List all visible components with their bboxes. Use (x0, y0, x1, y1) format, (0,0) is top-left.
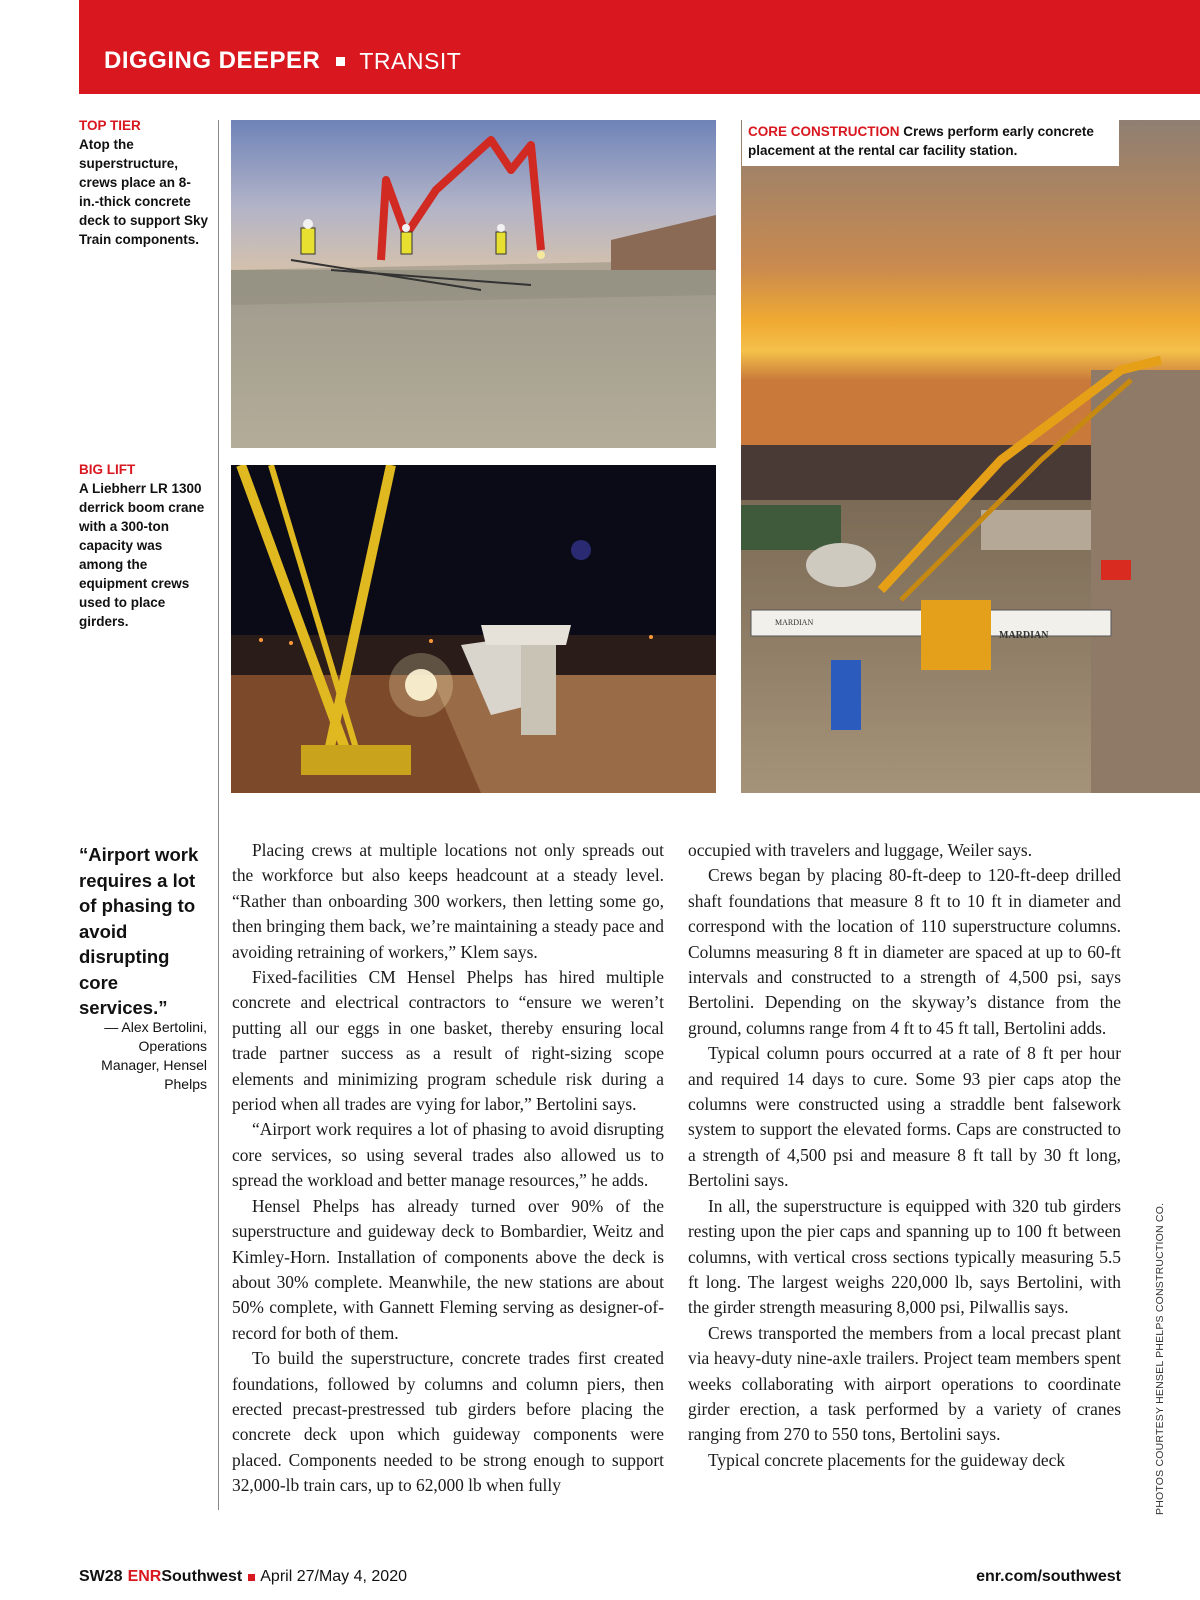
sidebar-divider (218, 120, 219, 1510)
paragraph: Placing crews at multiple locations not only spreads out the workforce but also keeps headcount at a steady level. “Rather than onboarding 300 workers, then letting some go, then bringing them back, we’re maintaining a steady pace and avoiding retraining of workers,” Klem says. (232, 840, 664, 962)
paragraph: Crews transported the members from a local precast plant via heavy-duty nine-axle trailers. Project team members spent weeks collaborating with airport operations to coordinate girder erection, a task performed by a variety of cranes ranging from 270 to 550 tons, Bertolini says. (688, 1322, 1121, 1445)
caption-title: CORE CONSTRUCTION (748, 124, 900, 139)
caption-core-construction (742, 118, 1119, 166)
paragraph: Typical column pours occurred at a rate of 8 ft per hour and required 14 days to cure. Some 93 pier caps atop the columns were constructed using a straddle bent falsework system to support the elevated forms. Caps are constructed to a strength of 4,500 psi and measure 8 ft tall by 30 ft long, Bertolini says. (688, 1043, 1121, 1191)
photo-night-crane (231, 465, 716, 793)
paragraph: Typical concrete placements for the guideway deck (708, 1449, 1066, 1470)
header-divider-square (336, 57, 345, 66)
article-column-2 (688, 838, 1121, 1473)
caption-title: TOP TIER (79, 118, 141, 133)
section-title: DIGGING DEEPER (104, 47, 321, 74)
paragraph: Fixed-facilities CM Hensel Phelps has hired multiple concrete and electrical contractors to “ensure we weren’t putting all our eggs in one basket, thereby ensuring local trade partner success as a result of right-sizing scope elements and minimizing program schedule risk during a period when all trades are vying for labor,” Bertolini says. (232, 967, 664, 1115)
caption-text: A Liebherr LR 1300 derrick boom crane with a 300-ton capacity was among the equipment crews used to place girders. (79, 481, 205, 629)
truck-sign-2: MARDIAN (999, 630, 1049, 641)
footer-url[interactable]: enr.com/southwest (976, 1568, 1121, 1585)
caption-text: Crews perform early concrete placement at the rental car facility station. (748, 124, 1094, 158)
paragraph-continued: occupied with travelers and luggage, Weiler says. (688, 840, 1033, 860)
truck-sign-1: MARDIAN (775, 618, 814, 627)
edition-name: Southwest (161, 1568, 243, 1585)
section-topic: TRANSIT (359, 47, 462, 74)
paragraph: “Airport work requires a lot of phasing to avoid disrupting core services, so using several trades also allowed us to spread the workload and better manage resources,” he adds. (232, 1119, 664, 1191)
caption-top-tier (79, 116, 209, 249)
photo-core-construction (741, 120, 1200, 793)
photo-concrete-deck (231, 120, 716, 448)
brand-logo: ENR (127, 1568, 162, 1585)
issue-date: April 27/May 4, 2020 (260, 1568, 407, 1585)
footer-folio (79, 1568, 407, 1586)
page-number: SW28 (79, 1568, 123, 1585)
section-header (104, 44, 461, 78)
caption-title: BIG LIFT (79, 462, 136, 477)
photo-credit: PHOTOS COURTESY HENSEL PHELPS CONSTRUCTION CO. (1154, 1202, 1166, 1515)
caption-big-lift (79, 460, 209, 631)
pull-quote: “Airport work requires a lot of phasing to avoid disrupting core services.” (79, 844, 199, 1018)
paragraph: In all, the superstructure is equipped with 320 tub girders resting upon the pier caps and spanning up to 100 ft between columns, with vertical cross sections typically measuring 5.5 ft long. The largest weighs 220,000 lb, says Bertolini, with the girder strength measuring 8,000 psi, Pilwallis says. (688, 1195, 1121, 1318)
article-column-1 (232, 838, 664, 1499)
caption-text: Atop the superstructure, crews place an 8-in.-thick concrete deck to support Sky Train components. (79, 137, 209, 247)
footer-divider-square (248, 1574, 255, 1581)
paragraph: To build the superstructure, concrete trades first created foundations, followed by columns and column piers, then erected precast-prestressed tub girders before placing the concrete deck upon which guideway components were placed. Components needed to be strong enough to support 32,000-lb train cars, up to 62,000 lb when fully (232, 1348, 664, 1496)
paragraph: Crews began by placing 80-ft-deep to 120-ft-deep drilled shaft foundations that measure 8 ft to 10 ft in diameter and correspond with the location of 110 superstructure columns. Columns measuring 8 ft in diameter are spaced at up to 60-ft intervals and constructed to a strength of 4,500 psi, says Bertolini. Depending on the skyway’s distance from the ground, columns range from 4 ft to 45 ft tall, Bertolini adds. (688, 865, 1121, 1038)
pull-quote-attribution: — Alex Bertolini, Operations Manager, Hensel Phelps (101, 1019, 207, 1092)
paragraph: Hensel Phelps has already turned over 90% of the superstructure and guideway deck to Bombardier, Weitz and Kimley-Horn. Installation of components above the deck is about 30% complete. Meanwhile, the new stations are about 50% complete, with Gannett Fleming serving as designer-of-record for both of them. (232, 1195, 664, 1343)
